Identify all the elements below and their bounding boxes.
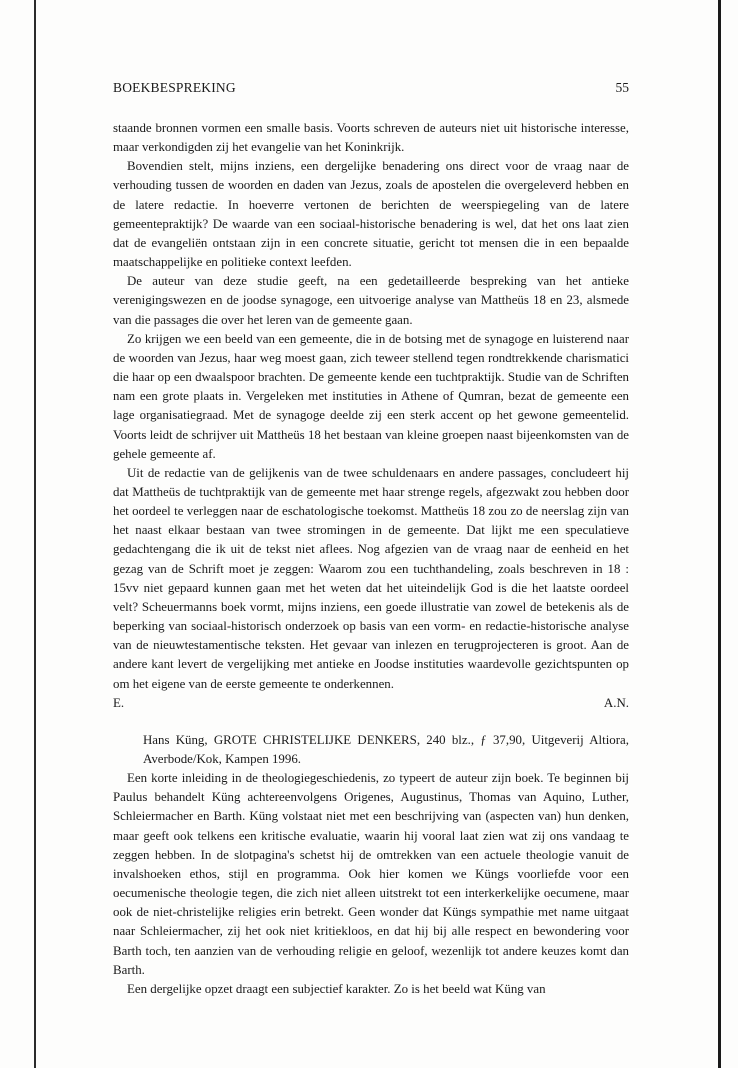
paragraph-last: Een dergelijke opzet draagt een subjectief karakter. Zo is het beeld wat Küng van (127, 981, 546, 996)
paragraph: Uit de redactie van de gelijkenis van de twee schuldenaars en andere passages, concludeert hij dat Mattheüs de tuchtpraktijk van de gemeente met haar strenge regels, afgezwakt zou hebben door het oordeel te verleggen naar de eschatologische toekomst. Mattheüs 18 zou zo de neerslag zijn van het naast elkaar bestaan van twee stromingen in de gemeente. Dat lijkt me een speculatieve gedachtengang die ik uit de tekst niet aflees. Nog afgezien van de vraag naar de eenheid en het gezag van de Schrift moet je zeggen: Waarom zou een tuchthandeling, zoals beschreven in 18 : 15vv niet gepaard kunnen gaan met het weten dat het uiteindelijk God is die het laatste oordeel velt? Scheuermanns boek vormt, mijns inziens, een goede illustratie van zowel de betekenis als de beperking van sociaal-historisch onderzoek op basis van een vorm- en redactie-historische analyse van de nieuwtestamentische teksten. Het gevaar van inlezen en terugprojecteren is groot. Aan de andere kant levert de vergelijking met antieke en Joodse instituties waardevolle gezichtspunten op om het eigene van de eerste gemeente te onderkennen. (113, 465, 629, 691)
running-header (113, 80, 629, 100)
paragraph: Een korte inleiding in de theologiegeschiedenis, zo typeert de auteur zijn boek. Te beginnen bij Paulus behandelt Küng achtereenvolgens Origenes, Augustinus, Thomas van Aquino, Luther, Schleiermacher en Barth. Küng volstaat niet met een beschrijving van (aspecten van) hun denken, maar geeft ook telkens een kritische evaluatie, waarin hij vooral laat zien wat zij ons vandaag te zeggen hebben. In de slotpagina's schetst hij de omtrekken van een actuele theologie vanuit de invalshoeken ethos, stijl en programma. Ook hier komen we Küngs voorliefde voor een oecumenische theologie tegen, die zich niet alleen uitstrekt tot een interkerkelijke oecumene, maar ook de niet-christelijke religies erin betrekt. Geen wonder dat Küngs sympathie met name uitgaat naar Schleiermacher, zij het ook niet kritiekloos, en dat hij bij alle respect en bewondering voor Barth toch, ten aanzien van de verhouding religie en geloof, wezenlijk tot andere keuzes komt dan Barth. (113, 771, 629, 977)
paragraph-continued: staande bronnen vormen een smalle basis. Voorts schreven de auteurs niet uit historische interesse, maar verkondigden zij het evangelie van het Koninkrijk. (113, 121, 629, 155)
page-right-edge (718, 0, 721, 1068)
page-body (113, 119, 629, 999)
paragraph: Zo krijgen we een beeld van een gemeente, die in de botsing met de synagoge en luisterend naar de woorden van Jezus, haar weg moest gaan, zich teweer stellend tegen rondtrekkende charismatici die haar op een dwaalspoor brachten. De gemeente kende een tuchtpraktijk. Studie van de Schriften nam een grote plaats in. Vergeleken met instituties in Athene of Qumran, bezat de gemeente een lage organisatiegraad. Met de synagoge deelde zij een sterk accent op het gewone gemeentelid. Voorts leidt de schrijver uit Mattheüs 18 het bestaan van kleine groepen naast bijeenkomsten van de gehele gemeente af. (113, 331, 629, 461)
book-reference: Hans Küng, GROTE CHRISTELIJKE DENKERS, 240 blz., ƒ 37,90, Uitgeverij Altiora, Averbode/Kok, Kampen 1996. (143, 732, 629, 766)
section-gap (113, 713, 629, 731)
paragraph: Bovendien stelt, mijns inziens, een dergelijke benadering ons direct voor de vraag naar de verhouding tussen de woorden en daden van Jezus, zoals de apostelen die overgeleverd hebben en de latere redactie. In hoeverre vertonen de berichten de weerspiegeling van de latere gemeentepraktijk? De waarde van een sociaal-historische benadering is wel, dat het ons laat zien dat de evangeliën ontstaan zijn in een concrete situatie, gericht tot mensen die in een bepaalde maatschappelijke en politieke context leefden. (113, 159, 629, 270)
page-number: 55 (615, 80, 629, 95)
running-title: BOEKBESPREKING (113, 80, 236, 95)
signature-left: E. (113, 695, 125, 710)
signature-author: A.N. (603, 695, 629, 710)
paragraph: De auteur van deze studie geeft, na een gedetailleerde bespreking van het antieke verenigingswezen en de joodse synagoge, een uitvoerige analyse van Mattheüs 18 en 23, alsmede van die passages die over het leren van de gemeente gaan. (113, 274, 629, 327)
page-left-edge (34, 0, 36, 1068)
review-signature (113, 694, 629, 713)
